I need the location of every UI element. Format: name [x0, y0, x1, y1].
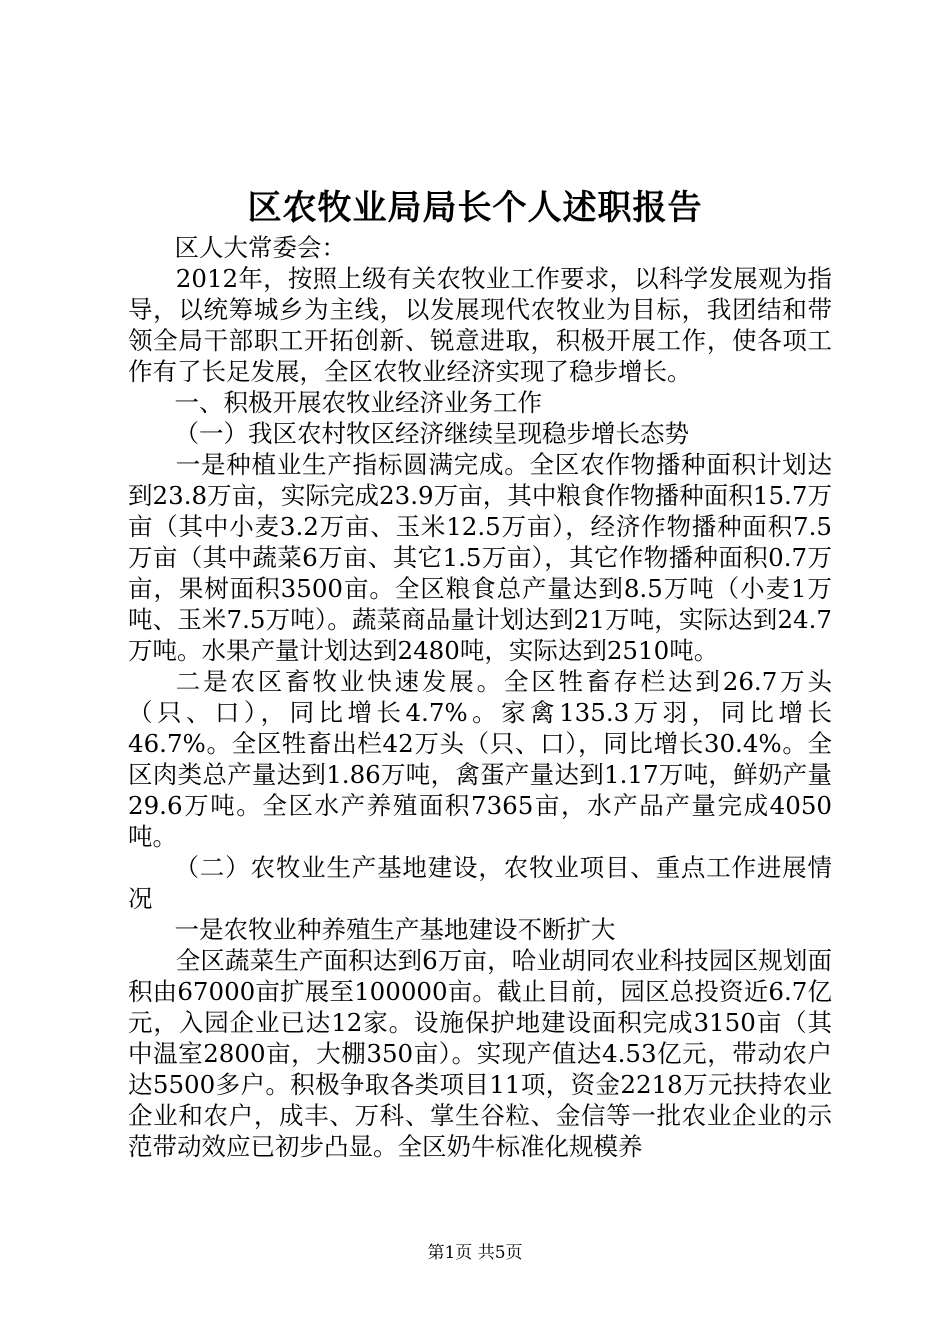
subsection-heading-2: （二）农牧业生产基地建设，农牧业项目、重点工作进展情况 — [128, 853, 832, 913]
section-heading-1: 一、积极开展农牧业经济业务工作 — [174, 388, 543, 417]
paragraph-livestock: 二是农区畜牧业快速发展。全区牲畜存栏达到26.7万头（只、口），同比增长4.7%。家禽135.3万羽，同比增长46.7%。全区牲畜出栏42万头（只、口），同比增长30.4%。全区肉类总产量达到1.86万吨，禽蛋产量达到1.17万吨，鲜奶产量29.6万吨。全区水产养殖面积7365亩，水产品产量完成4050吨。 — [128, 667, 832, 851]
subsection-heading-2-item-1: 一是农牧业种养殖生产基地建设不断扩大 — [174, 915, 616, 944]
paragraph-crop-production: 一是种植业生产指标圆满完成。全区农作物播种面积计划达到23.8万亩，实际完成23.9万亩，其中粮食作物播种面积15.7万亩（其中小麦3.2万亩、玉米12.5万亩），经济作物播种面积7.5万亩（其中蔬菜6万亩、其它1.5万亩），其它作物播种面积0.7万亩，果树面积3500亩。全区粮食总产量达到8.5万吨（小麦1万吨、玉米7.5万吨）。蔬菜商品量计划达到21万吨，实际达到24.7万吨。水果产量计划达到2480吨，实际达到2510吨。 — [128, 450, 832, 665]
subsection-heading-1: （一）我区农村牧区经济继续呈现稳步增长态势 — [174, 419, 690, 448]
salutation: 区人大常委会： — [174, 233, 347, 262]
paragraph-intro: 2012年，按照上级有关农牧业工作要求，以科学发展观为指导，以统筹城乡为主线，以发展现代农牧业为目标，我团结和带领全局干部职工开拓创新、锐意进取，积极开展工作，使各项工作有了长足发展，全区农牧业经济实现了稳步增长。 — [128, 264, 832, 386]
document-body — [128, 232, 832, 1162]
page-footer: 第1页 共5页 — [427, 1243, 523, 1263]
document-title: 区农牧业局局长个人述职报告 — [247, 188, 703, 228]
paragraph-vegetable-base: 全区蔬菜生产面积达到6万亩，哈业胡同农业科技园区规划面积由67000亩扩展至100000亩。截止目前，园区总投资近6.7亿元，入园企业已达12家。设施保护地建设面积完成3150亩（其中温室2800亩，大棚350亩）。实现产值达4.53亿元，带动农户达5500多户。积极争取各类项目11项，资金2218万元扶持农业企业和农户，成丰、万科、掌生谷粒、金信等一批农业企业的示范带动效应已初步凸显。全区奶牛标准化规模养 — [128, 946, 832, 1161]
